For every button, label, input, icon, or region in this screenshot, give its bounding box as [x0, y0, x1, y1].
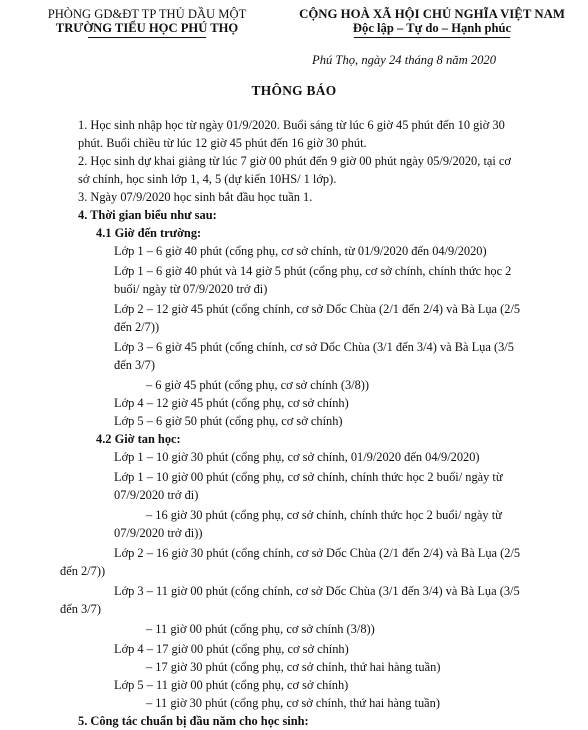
body-line: Lớp 2 – 12 giờ 45 phút (cổng chính, cơ sở Dốc Chùa (2/1 đến 2/4) và Bà Lụa (2/5 — [114, 302, 521, 316]
body-line: đến 3/7) — [60, 602, 101, 616]
body-line: buổi/ ngày từ 07/9/2020 trở đi) — [114, 282, 268, 296]
body-line: Lớp 5 – 11 giờ 00 phút (cổng phụ, cơ sở chính) — [114, 678, 349, 692]
body-line: Lớp 4 – 12 giờ 45 phút (cổng phụ, cơ sở chính) — [114, 396, 349, 410]
body-line: Lớp 3 – 6 giờ 45 phút (cổng chính, cơ sở Dốc Chùa (3/1 đến 3/4) và Bà Lụa (3/5 — [114, 340, 514, 354]
section-heading: 5. Công tác chuẩn bị đầu năm cho học sinh: — [78, 714, 309, 728]
body-line: đến 2/7)) — [60, 564, 106, 578]
body-line: – 17 giờ 30 phút (cổng phụ, cơ sở chính, thứ hai hàng tuần) — [146, 660, 441, 674]
body-line: phút. Buổi chiều từ lúc 12 giờ 45 phút đến 16 giờ 30 phút. — [78, 136, 367, 150]
body-line: Lớp 3 – 11 giờ 00 phút (cổng chính, cơ sở Dốc Chùa (3/1 đến 3/4) và Bà Lụa (3/5 — [114, 584, 520, 598]
national-header — [282, 7, 582, 38]
body-line: đến 3/7) — [114, 358, 155, 372]
school-underline — [88, 37, 206, 38]
body-line: – 16 giờ 30 phút (cổng phụ, cơ sở chính, chính thức học 2 buổi/ ngày từ — [146, 508, 502, 522]
body-line: – 11 giờ 00 phút (cổng phụ, cơ sở chính (3/8)) — [146, 622, 375, 636]
body-line: 07/9/2020 trở đi)) — [114, 526, 203, 540]
subsection-heading: 4.1 Giờ đến trường: — [96, 226, 202, 240]
body-line: Lớp 2 – 16 giờ 30 phút (cổng chính, cơ sở Dốc Chùa (2/1 đến 2/4) và Bà Lụa (2/5 — [114, 546, 521, 560]
body-line: 1. Học sinh nhập học từ ngày 01/9/2020. Buổi sáng từ lúc 6 giờ 45 phút đến 10 giờ 30 — [78, 118, 505, 132]
national-motto: Độc lập – Tự do – Hạnh phúc — [352, 21, 512, 35]
body-line: Lớp 1 – 6 giờ 40 phút (cổng phụ, cơ sở chính, từ 01/9/2020 đến 04/9/2020) — [114, 244, 487, 258]
body-line: Lớp 1 – 10 giờ 30 phút (cổng phụ, cơ sở chính, 01/9/2020 đến 04/9/2020) — [114, 450, 480, 464]
body-line: – 11 giờ 30 phút (cổng phụ, cơ sở chính, thứ hai hàng tuần) — [146, 696, 440, 710]
document-title: THÔNG BÁO — [251, 83, 337, 98]
body-line: Lớp 5 – 6 giờ 50 phút (cổng phụ, cơ sở chính) — [114, 414, 343, 428]
body-line: Lớp 1 – 6 giờ 40 phút và 14 giờ 5 phút (cổng phụ, cơ sở chính, chính thức học 2 — [114, 264, 512, 278]
national-title: CỘNG HOÀ XÃ HỘI CHỦ NGHĨA VIỆT NAM — [299, 7, 565, 21]
motto-underline — [354, 37, 510, 38]
school-name: TRƯỜNG TIỂU HỌC PHÚ THỌ — [55, 21, 239, 35]
agency-header — [22, 7, 272, 38]
place-date: Phú Thọ, ngày 24 tháng 8 năm 2020 — [312, 53, 497, 67]
body-line: đến 2/7)) — [114, 320, 160, 334]
body-line: sở chính, học sinh lớp 1, 4, 5 (dự kiến 10HS/ 1 lớp). — [78, 172, 337, 186]
body-line: Lớp 4 – 17 giờ 00 phút (cổng phụ, cơ sở chính) — [114, 642, 349, 656]
subsection-heading: 4.2 Giờ tan học: — [96, 432, 181, 446]
body-line: – 6 giờ 45 phút (cổng phụ, cơ sở chính (3/8)) — [146, 378, 370, 392]
department-name: PHÒNG GD&ĐT TP THỦ DẦU MỘT — [47, 7, 247, 21]
body-line: 3. Ngày 07/9/2020 học sinh bắt đầu học tuần 1. — [78, 190, 313, 204]
section-heading: 4. Thời gian biểu như sau: — [78, 208, 217, 222]
body-line: 2. Học sinh dự khai giảng từ lúc 7 giờ 00 phút đến 9 giờ 00 phút ngày 05/9/2020, tại cơ — [78, 154, 511, 168]
body-line: Lớp 1 – 10 giờ 00 phút (cổng phụ, cơ sở chính, chính thức học 2 buổi/ ngày từ — [114, 470, 503, 484]
body-line: 07/9/2020 trở đi) — [114, 488, 199, 502]
